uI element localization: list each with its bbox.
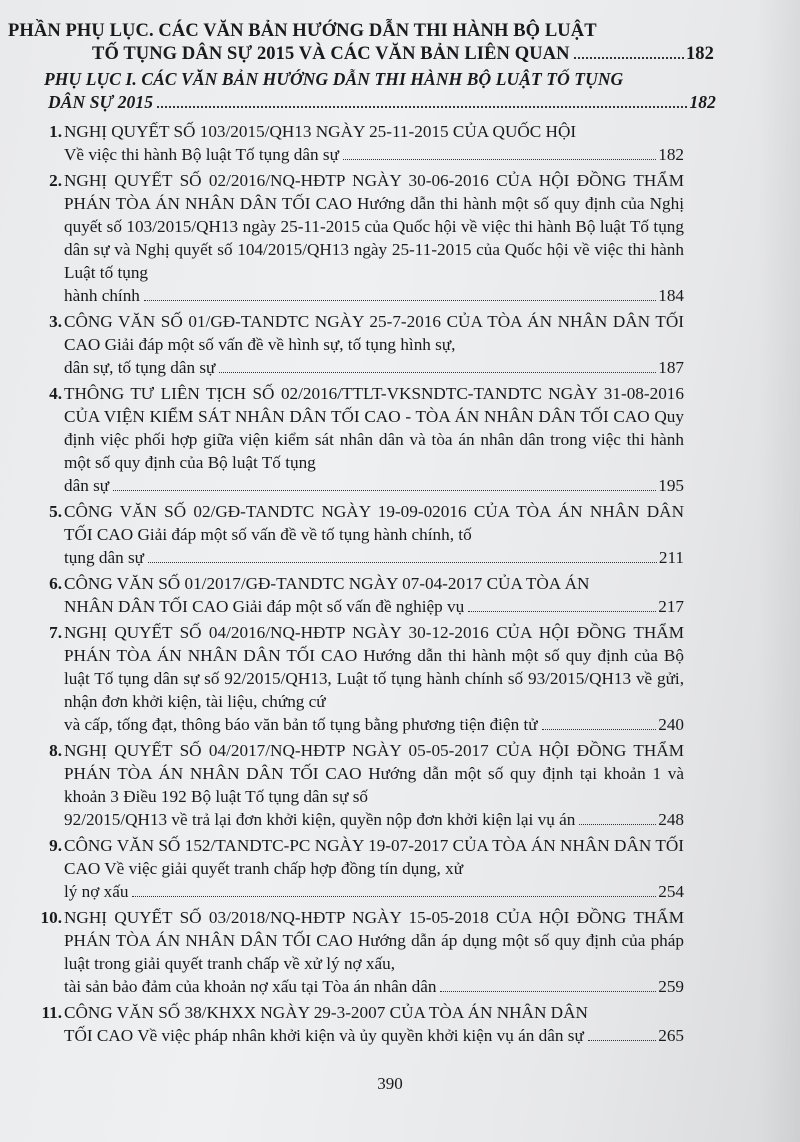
toc-entry-tail: 92/2015/QH13 về trả lại đơn khởi kiện, quyền nộp đơn khởi kiện lại vụ án	[64, 810, 576, 829]
part-heading-line1: PHẦN PHỤ LỤC. CÁC VĂN BẢN HƯỚNG DẪN THI HÀNH BỘ LUẬT	[8, 21, 597, 41]
dot-leader	[219, 372, 656, 373]
dot-leader	[343, 159, 656, 160]
page-edge-shadow	[758, 0, 800, 1142]
toc-entry	[41, 1001, 684, 1047]
dot-leader	[144, 300, 656, 301]
toc-entry	[49, 169, 684, 307]
toc-entry-last-line	[64, 474, 684, 497]
toc-entry	[49, 621, 684, 736]
toc-entry-number: 4.	[49, 384, 62, 403]
toc-entry-number: 5.	[49, 502, 62, 521]
toc-entry-last-line	[64, 808, 684, 831]
part-heading-page: 182	[685, 44, 714, 64]
toc-entry-page: 248	[658, 810, 684, 829]
appendix-heading-line2-row	[44, 91, 716, 114]
toc-entry-page: 187	[658, 358, 684, 377]
toc-entry	[49, 382, 684, 497]
toc-entry-tail: tụng dân sự	[64, 548, 144, 567]
toc-entry-tail: tài sản bảo đảm của khoản nợ xấu tại Tòa án nhân dân	[64, 977, 437, 996]
toc-entry-text: CÔNG VĂN SỐ 01/2017/GĐ-TANDTC NGÀY 07-04-2017 CỦA TÒA ÁN	[64, 574, 590, 593]
toc-entry-number: 2.	[49, 171, 62, 190]
toc-entry-page: 259	[658, 977, 684, 996]
toc-entry-last-line	[64, 1024, 684, 1047]
toc-entry-tail: dân sự, tố tụng dân sự	[64, 358, 216, 377]
toc-entry	[40, 906, 684, 998]
table-of-contents	[40, 120, 684, 1050]
dot-leader	[440, 991, 656, 992]
dot-leader	[574, 57, 684, 59]
toc-entry-tail: và cấp, tống đạt, thông báo văn bản tố tụng bằng phương tiện điện tử	[64, 715, 538, 734]
toc-entry	[49, 739, 684, 831]
toc-entry-page: 254	[658, 882, 684, 901]
appendix-heading-line1: PHỤ LỤC I. CÁC VĂN BẢN HƯỚNG DẪN THI HÀNH BỘ LUẬT TỐ TỤNG	[44, 69, 624, 89]
toc-entry-last-line	[64, 713, 684, 736]
toc-entry-text: NGHỊ QUYẾT SỐ 04/2017/NQ-HĐTP NGÀY 05-05-2017 CỦA HỘI ĐỒNG THẨM PHÁN TÒA ÁN NHÂN DÂN TỐI CAO Hướng dẫn một số quy định tại khoản 1 và khoản 3 Điều 192 Bộ luật Tố tụng dân sự số	[64, 741, 684, 806]
appendix-heading	[44, 68, 716, 114]
toc-entry-number: 6.	[49, 574, 62, 593]
part-heading	[8, 20, 714, 66]
toc-entry-last-line	[64, 143, 684, 166]
dot-leader	[588, 1040, 656, 1041]
toc-entry-page: 265	[658, 1026, 684, 1045]
page-number: 390	[377, 1074, 403, 1093]
toc-entry-page: 240	[658, 715, 684, 734]
dot-leader	[157, 106, 687, 108]
toc-entry	[49, 120, 684, 166]
appendix-heading-line2: DÂN SỰ 2015	[48, 92, 154, 112]
dot-leader	[113, 490, 656, 491]
part-heading-line2-row	[8, 43, 714, 66]
toc-entry-number: 8.	[49, 741, 62, 760]
dot-leader	[148, 562, 657, 563]
dot-leader	[579, 824, 656, 825]
toc-entry-tail: TỐI CAO Về việc pháp nhân khởi kiện và ủy quyền khởi kiện vụ án dân sự	[64, 1026, 584, 1045]
toc-entry-tail: NHÂN DÂN TỐI CAO Giải đáp một số vấn đề nghiệp vụ	[64, 597, 465, 616]
dot-leader	[132, 896, 656, 897]
toc-entry-page: 182	[658, 145, 684, 164]
toc-entry-tail: Về việc thi hành Bộ luật Tố tụng dân sự	[64, 145, 339, 164]
toc-entry-text: THÔNG TƯ LIÊN TỊCH SỐ 02/2016/TTLT-VKSNDTC-TANDTC NGÀY 31-08-2016 CỦA VIỆN KIỂM SÁT NHÂN DÂN TỐI CAO - TÒA ÁN NHÂN DÂN TỐI CAO Quy định việc phối hợp giữa viện kiểm sát nhân dân và tòa án nhân dân trong việc thi hành một số quy định của Bộ luật Tố tụng	[64, 384, 684, 472]
toc-entry-page: 217	[658, 597, 684, 616]
toc-entry-tail: lý nợ xấu	[64, 882, 129, 901]
toc-entry-last-line	[64, 880, 684, 903]
toc-entry	[49, 834, 684, 903]
toc-entry-text: NGHỊ QUYẾT SỐ 04/2016/NQ-HĐTP NGÀY 30-12-2016 CỦA HỘI ĐỒNG THẨM PHÁN TÒA ÁN NHÂN DÂN TỐI CAO Hướng dẫn thi hành một số quy định của Bộ luật Tố tụng dân sự số 92/2015/QH13, Luật tố tụng hành chính số 93/2015/QH13 về gửi, nhận đơn khởi kiện, tài liệu, chứng cứ	[64, 623, 684, 711]
toc-entry	[49, 572, 684, 618]
dot-leader	[542, 729, 657, 730]
toc-entry	[49, 500, 684, 569]
toc-entry-number: 11.	[41, 1003, 62, 1022]
toc-entry-last-line	[64, 284, 684, 307]
toc-entry-number: 1.	[49, 122, 62, 141]
toc-entry-text: CÔNG VĂN SỐ 02/GĐ-TANDTC NGÀY 19-09-02016 CỦA TÒA ÁN NHÂN DÂN TỐI CAO Giải đáp một số vấn đề về tố tụng hành chính, tố	[64, 502, 684, 544]
toc-entry-text: NGHỊ QUYẾT SỐ 02/2016/NQ-HĐTP NGÀY 30-06-2016 CỦA HỘI ĐỒNG THẨM PHÁN TÒA ÁN NHÂN DÂN TỐI CAO Hướng dẫn thi hành một số quy định của Nghị quyết số 103/2015/QH13 ngày 25-11-2015 của Quốc hội về việc thi hành Bộ luật Tố tụng dân sự và Nghị quyết số 104/2015/QH13 ngày 25-11-2015 của Quốc hội về việc thi hành Luật tố tụng	[64, 171, 684, 282]
toc-entry-number: 3.	[49, 312, 62, 331]
toc-entry-text: CÔNG VĂN SỐ 01/GĐ-TANDTC NGÀY 25-7-2016 CỦA TÒA ÁN NHÂN DÂN TỐI CAO Giải đáp một số vấn đề về hình sự, tố tụng hình sự,	[64, 312, 684, 354]
toc-entry-text: NGHỊ QUYẾT SỐ 03/2018/NQ-HĐTP NGÀY 15-05-2018 CỦA HỘI ĐỒNG THẨM PHÁN TÒA ÁN NHÂN DÂN TỐI CAO Hướng dẫn áp dụng một số quy định của pháp luật trong giải quyết tranh chấp về xử lý nợ xấu,	[64, 908, 684, 973]
toc-entry-text: CÔNG VĂN SỐ 38/KHXX NGÀY 29-3-2007 CỦA TÒA ÁN NHÂN DÂN	[64, 1003, 588, 1022]
appendix-heading-page: 182	[689, 92, 716, 112]
toc-entry-number: 7.	[49, 623, 62, 642]
toc-entry-page: 184	[658, 286, 684, 305]
toc-entry-tail: dân sự	[64, 476, 110, 495]
toc-entry-last-line	[64, 546, 684, 569]
toc-entry-tail: hành chính	[64, 286, 140, 305]
part-heading-line2: TỐ TỤNG DÂN SỰ 2015 VÀ CÁC VĂN BẢN LIÊN QUAN	[92, 44, 570, 64]
toc-entry-last-line	[64, 595, 684, 618]
toc-entry-page: 195	[658, 476, 684, 495]
dot-leader	[468, 611, 656, 612]
toc-entry-number: 9.	[49, 836, 62, 855]
toc-entry-text: CÔNG VĂN SỐ 152/TANDTC-PC NGÀY 19-07-2017 CỦA TÒA ÁN NHÂN DÂN TỐI CAO Về việc giải quyết tranh chấp hợp đồng tín dụng, xử	[64, 836, 684, 878]
toc-entry-last-line	[64, 975, 684, 998]
toc-entry-page: 211	[658, 548, 684, 567]
toc-entry	[49, 310, 684, 379]
toc-entry-number: 10.	[40, 908, 62, 927]
toc-entry-text: NGHỊ QUYẾT SỐ 103/2015/QH13 NGÀY 25-11-2015 CỦA QUỐC HỘI	[64, 122, 577, 141]
toc-entry-last-line	[64, 356, 684, 379]
